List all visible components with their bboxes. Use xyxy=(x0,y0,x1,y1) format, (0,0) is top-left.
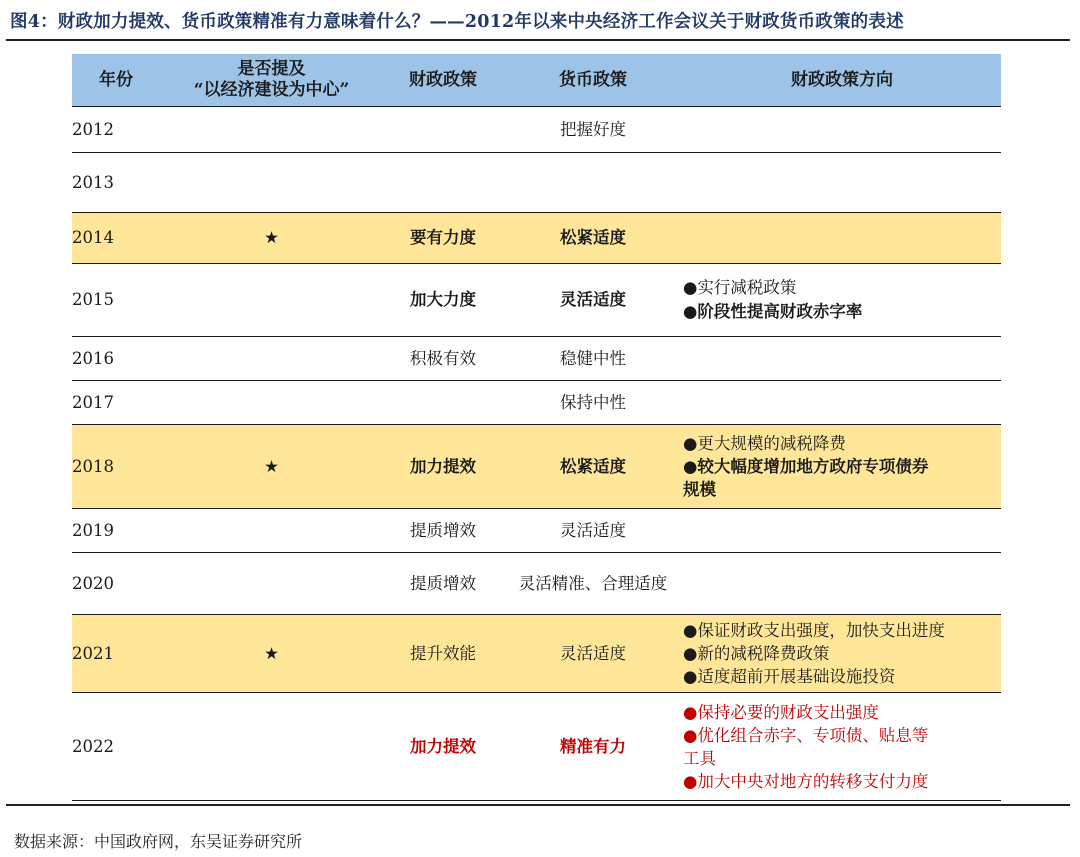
mention-cell xyxy=(160,153,383,213)
mention-cell xyxy=(160,509,383,553)
table-row xyxy=(72,337,1001,381)
year-cell: 2016 xyxy=(72,337,160,381)
direction-cell xyxy=(683,615,1001,693)
direction-cell xyxy=(683,381,1001,425)
year-cell: 2012 xyxy=(72,107,160,153)
monetary-cell: 保持中性 xyxy=(503,381,683,425)
header-mention-line1: 是否提及 xyxy=(237,59,306,79)
direction-cell xyxy=(683,693,1001,801)
fiscal-cell xyxy=(383,153,503,213)
direction-cell xyxy=(683,553,1001,615)
mention-cell xyxy=(160,107,383,153)
direction-item: ●优化组合赤字、专项债、贴息等 xyxy=(683,725,929,745)
direction-item: ●更大规模的减税降费 xyxy=(683,434,846,453)
direction-item: ●保持必要的财政支出强度 xyxy=(683,702,879,722)
fiscal-cell: 提升效能 xyxy=(383,615,503,693)
direction-item: ●保证财政支出强度，加快支出进度 xyxy=(683,621,945,640)
header-row xyxy=(72,54,1001,107)
fiscal-cell xyxy=(383,381,503,425)
table-row xyxy=(72,425,1001,509)
table-row xyxy=(72,264,1001,337)
direction-cell xyxy=(683,107,1001,153)
monetary-cell: 把握好度 xyxy=(503,107,683,153)
direction-item: ●实行减税政策 xyxy=(683,278,797,297)
year-cell: 2018 xyxy=(72,425,160,509)
direction-item: ●新的减税降费政策 xyxy=(683,644,830,663)
mention-cell xyxy=(160,337,383,381)
direction-cell xyxy=(683,153,1001,213)
fiscal-cell: 加力提效 xyxy=(383,693,503,801)
direction-cell xyxy=(683,425,1001,509)
direction-item: ●加大中央对地方的转移支付力度 xyxy=(683,771,929,791)
fiscal-cell: 加大力度 xyxy=(383,264,503,337)
direction-item: ●较大幅度增加地方政府专项债券 xyxy=(683,457,929,476)
year-cell: 2019 xyxy=(72,509,160,553)
policy-table xyxy=(72,54,1001,801)
year-cell: 2021 xyxy=(72,615,160,693)
fiscal-cell: 提质增效 xyxy=(383,509,503,553)
monetary-cell: 松紧适度 xyxy=(503,425,683,509)
header-mention xyxy=(160,54,383,107)
fiscal-cell: 提质增效 xyxy=(383,553,503,615)
year-cell: 2022 xyxy=(72,693,160,801)
year-cell: 2020 xyxy=(72,553,160,615)
star-mark: ★ xyxy=(160,425,383,509)
header-year: 年份 xyxy=(72,54,160,107)
table-row xyxy=(72,381,1001,425)
year-cell: 2017 xyxy=(72,381,160,425)
table-row xyxy=(72,693,1001,801)
direction-cell xyxy=(683,264,1001,337)
mention-cell xyxy=(160,264,383,337)
fiscal-cell xyxy=(383,107,503,153)
monetary-cell: 灵活适度 xyxy=(503,509,683,553)
monetary-cell: 灵活精准、合理适度 xyxy=(503,553,683,615)
year-cell: 2014 xyxy=(72,213,160,264)
table-row xyxy=(72,153,1001,213)
direction-cell xyxy=(683,509,1001,553)
direction-item: 规模 xyxy=(683,480,716,499)
table-row xyxy=(72,213,1001,264)
year-cell: 2015 xyxy=(72,264,160,337)
monetary-cell: 松紧适度 xyxy=(503,213,683,264)
title-divider xyxy=(6,39,1070,41)
header-mention-line2: “以经济建设为中心” xyxy=(193,80,350,100)
header-fiscal: 财政政策 xyxy=(383,54,503,107)
fiscal-cell: 要有力度 xyxy=(383,213,503,264)
direction-cell xyxy=(683,337,1001,381)
fiscal-cell: 积极有效 xyxy=(383,337,503,381)
star-mark: ★ xyxy=(160,213,383,264)
table-row xyxy=(72,615,1001,693)
monetary-cell: 精准有力 xyxy=(503,693,683,801)
mention-cell xyxy=(160,381,383,425)
mention-cell xyxy=(160,553,383,615)
bottom-divider xyxy=(6,804,1070,806)
direction-item: 工具 xyxy=(683,748,716,768)
table-row xyxy=(72,107,1001,153)
direction-item: ●阶段性提高财政赤字率 xyxy=(683,302,863,321)
monetary-cell: 灵活适度 xyxy=(503,264,683,337)
table-row xyxy=(72,509,1001,553)
monetary-cell: 灵活适度 xyxy=(503,615,683,693)
header-direction: 财政政策方向 xyxy=(683,54,1001,107)
monetary-cell xyxy=(503,153,683,213)
mention-cell xyxy=(160,693,383,801)
year-cell: 2013 xyxy=(72,153,160,213)
header-monetary: 货币政策 xyxy=(503,54,683,107)
direction-cell xyxy=(683,213,1001,264)
source-note: 数据来源：中国政府网，东吴证券研究所 xyxy=(14,832,303,851)
fiscal-cell: 加力提效 xyxy=(383,425,503,509)
monetary-cell: 稳健中性 xyxy=(503,337,683,381)
table-row xyxy=(72,553,1001,615)
figure-title: 图4：财政加力提效、货币政策精准有力意味着什么？——2012年以来中央经济工作会议关于财政货币政策的表述 xyxy=(10,12,904,32)
direction-item: ●适度超前开展基础设施投资 xyxy=(683,667,896,686)
star-mark: ★ xyxy=(160,615,383,693)
